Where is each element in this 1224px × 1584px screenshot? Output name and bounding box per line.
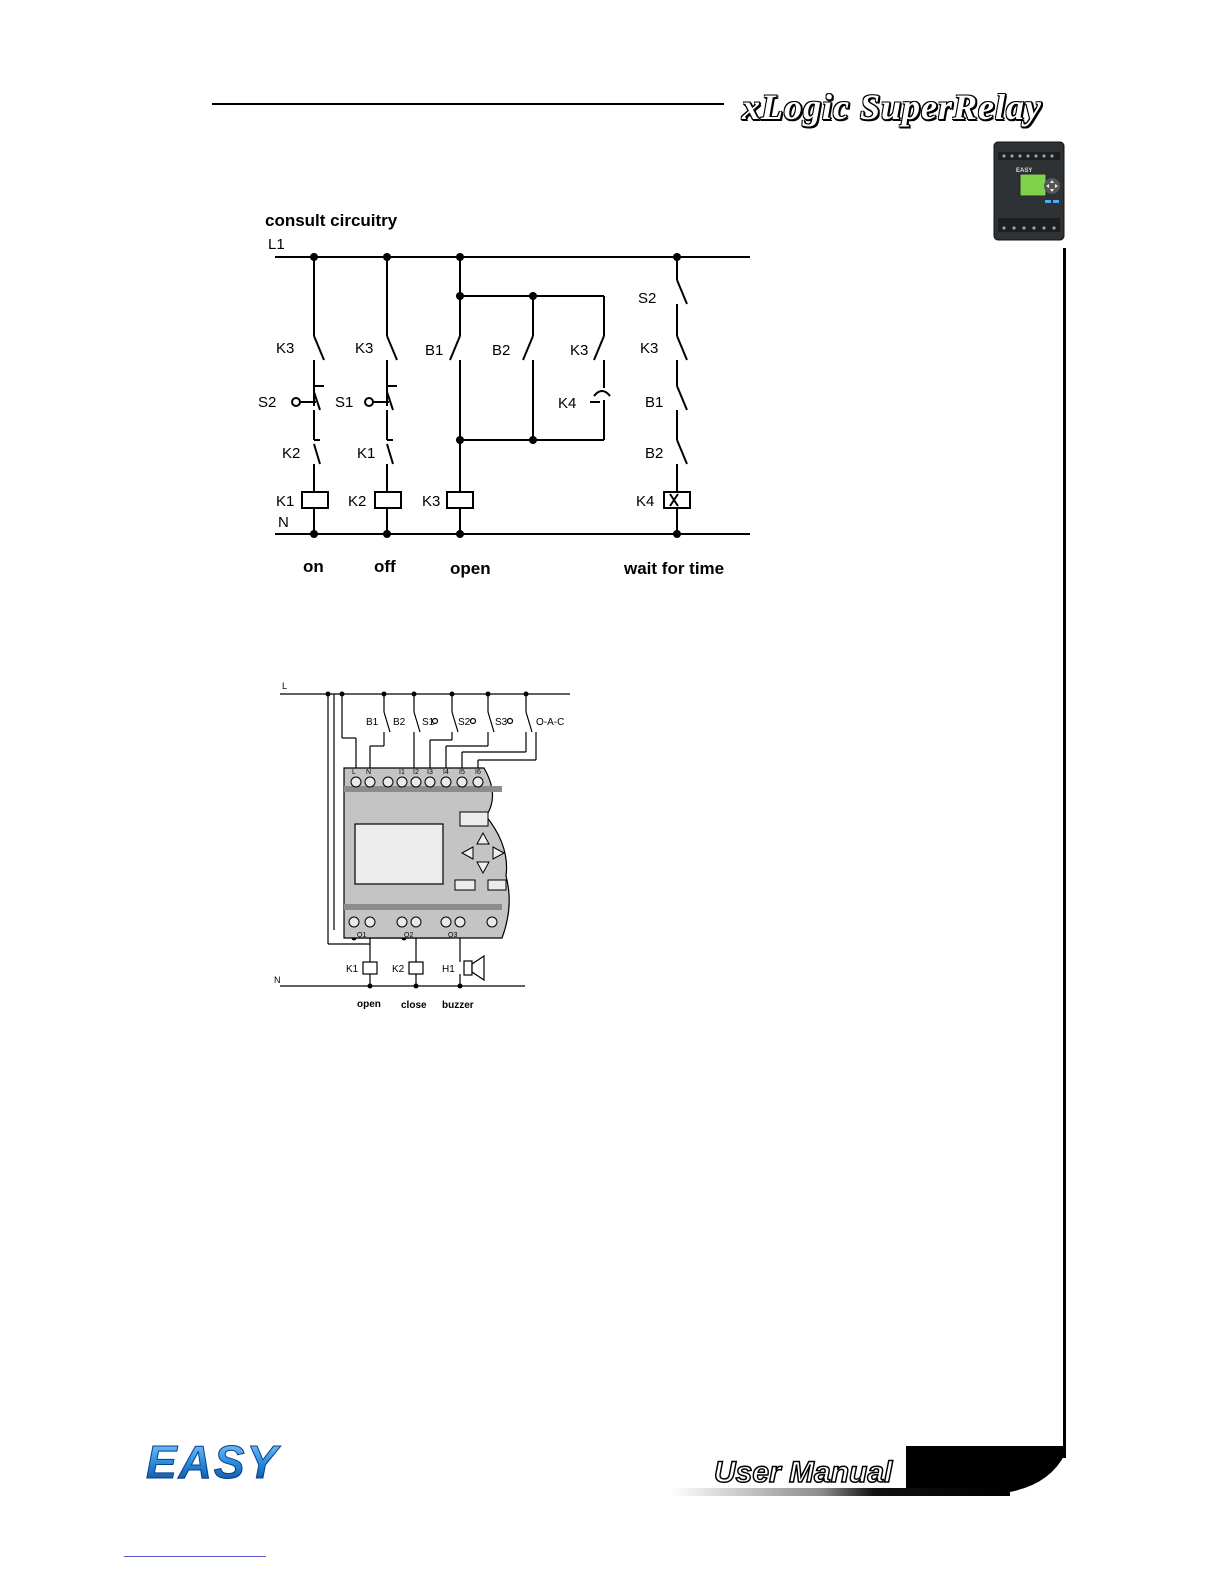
- terminal-i5: I5: [459, 769, 465, 776]
- switch-b2-label: B2: [393, 717, 406, 728]
- label-c2-s1: S1: [335, 394, 354, 411]
- rail-n-label: N: [278, 514, 289, 531]
- label-c4-b1: B1: [645, 394, 664, 411]
- caption-on: on: [303, 557, 324, 576]
- caption-plc-close: close: [401, 1000, 427, 1011]
- terminal-i4: I4: [443, 769, 449, 776]
- label-c3-coil: K3: [422, 493, 441, 510]
- label-c2-k3: K3: [355, 340, 374, 357]
- caption-plc-open: open: [357, 999, 381, 1010]
- terminal-n: N: [366, 769, 372, 776]
- load-k2-label: K2: [392, 964, 405, 975]
- load-h1-label: H1: [442, 964, 455, 975]
- plc-wiring-diagram: [270, 676, 580, 1018]
- terminal-i6: I6: [475, 769, 481, 776]
- rail-l-label: L: [282, 681, 288, 691]
- label-c1-s2: S2: [258, 394, 277, 411]
- terminal-i1: I1: [399, 769, 405, 776]
- consult-circuit-diagram: [250, 200, 770, 590]
- label-c1-coil: K1: [276, 493, 295, 510]
- caption-plc-buzzer: buzzer: [442, 1000, 474, 1011]
- caption-off: off: [374, 557, 396, 576]
- rail-l1-label: L1: [268, 236, 285, 253]
- switch-b1-label: B1: [366, 717, 379, 728]
- terminal-q1: Q1: [357, 932, 367, 939]
- terminal-i2: I2: [413, 769, 419, 776]
- label-c2-coil: K2: [348, 493, 367, 510]
- circuit1-title: consult circuitry: [265, 211, 398, 230]
- header-rule: [212, 103, 724, 105]
- user-manual-text: User Manual: [714, 1456, 893, 1489]
- user-manual-banner: [670, 1444, 1065, 1500]
- switch-oac-label: O-A-C: [536, 717, 565, 728]
- switch-s2-label: S2: [458, 717, 471, 728]
- caption-wait: wait for time: [624, 559, 725, 578]
- easy-logo: [140, 1436, 300, 1486]
- brand-title: xLogic SuperRelay: [742, 87, 1042, 127]
- label-c1-k2: K2: [282, 445, 301, 462]
- product-label: EASY: [1016, 168, 1033, 174]
- label-c1-k3: K3: [276, 340, 295, 357]
- label-c4-b2: B2: [645, 445, 664, 462]
- load-k1-label: K1: [346, 964, 359, 975]
- label-c3-k3: K3: [570, 342, 589, 359]
- label-c3-b2: B2: [492, 342, 511, 359]
- label-c3-k4: K4: [558, 395, 577, 412]
- label-c2-k1: K1: [357, 445, 376, 462]
- label-c4-s2: S2: [638, 290, 657, 307]
- label-c3-b1: B1: [425, 342, 444, 359]
- easy-logo-text: EASY: [146, 1436, 280, 1486]
- switch-s1-label: S1: [422, 717, 435, 728]
- caption-open: open: [450, 559, 491, 578]
- rail-n-label-2: N: [274, 975, 281, 985]
- label-c4-coil: K4: [636, 493, 655, 510]
- terminal-q3: Q3: [448, 932, 458, 939]
- label-c4-k3: K3: [640, 340, 659, 357]
- terminal-i3: I3: [427, 769, 433, 776]
- terminal-l: L: [352, 769, 356, 776]
- terminal-q2: Q2: [404, 932, 414, 939]
- margin-rule: [1063, 248, 1066, 1458]
- footer-underline: [124, 1556, 266, 1557]
- switch-s3-label: S3: [495, 717, 508, 728]
- product-photo: [990, 138, 1066, 244]
